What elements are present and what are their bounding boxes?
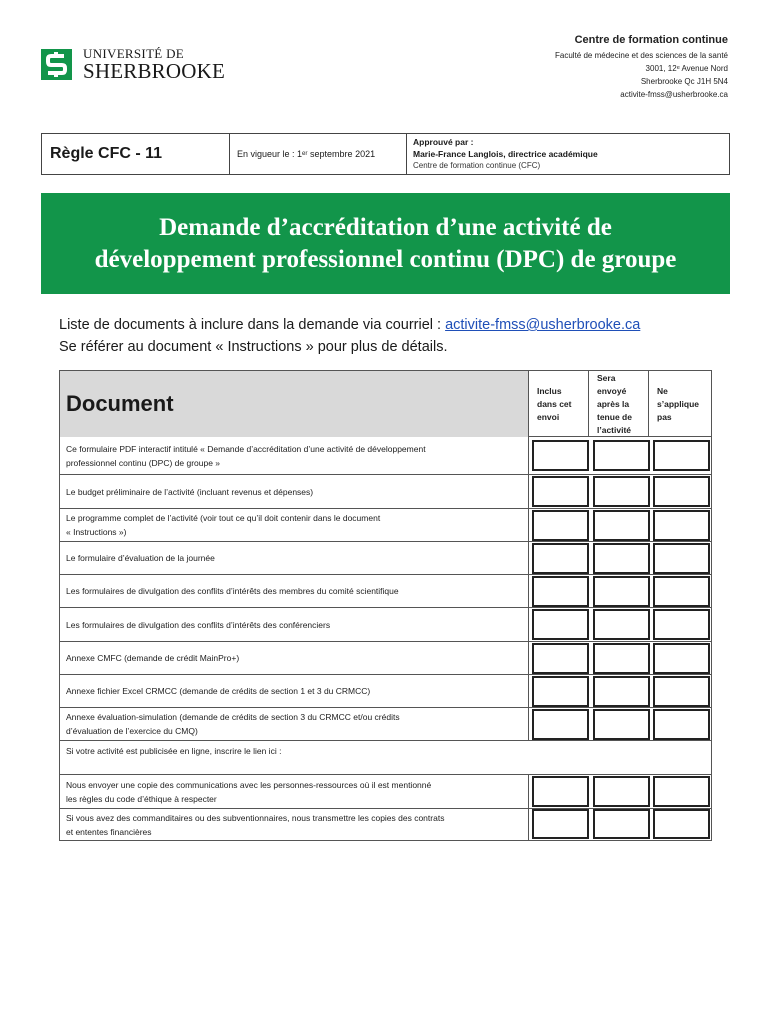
row-label: Le formulaire d’évaluation de la journée — [60, 542, 529, 574]
row-label: Ce formulaire PDF interactif intitulé « Demande d’accréditation d’une activité de développement professionnel continu (DPC) de groupe » — [60, 437, 529, 474]
address-line3: Sherbrooke Qc J1H 5N4 — [640, 77, 728, 86]
table-row — [60, 708, 711, 741]
email-link[interactable]: activite-fmss@usherbrooke.ca — [445, 317, 641, 333]
rule-approval — [407, 134, 729, 174]
row-label: Annexe évaluation-simulation (demande de crédits de section 3 du CRMCC et/ou crédits d’évaluation de l’exercice du CMQ) — [60, 708, 529, 740]
checkbox-sent-later[interactable] — [593, 576, 650, 607]
checkbox-not-applicable[interactable] — [653, 643, 710, 674]
checkbox-sent-later[interactable] — [593, 543, 650, 574]
row-label: Les formulaires de divulgation des conflits d’intérêts des conférenciers — [60, 608, 529, 641]
col1-line: envoi — [537, 411, 560, 422]
logo-line2: SHERBROOKE — [83, 59, 226, 83]
checkbox-not-applicable[interactable] — [653, 809, 710, 839]
col2-line: envoyé — [597, 385, 627, 396]
document-table — [59, 370, 712, 841]
logo-line1: UNIVERSITÉ DE — [83, 46, 185, 61]
table-row — [60, 608, 711, 642]
checkbox-included[interactable] — [532, 440, 589, 471]
page-title-line2: développement professionnel continu (DPC) de groupe — [94, 245, 677, 273]
checkbox-not-applicable[interactable] — [653, 776, 710, 807]
approved-unit: Centre de formation continue (CFC) — [413, 161, 541, 170]
checkbox-included[interactable] — [532, 676, 589, 707]
row-label: Si vous avez des commanditaires ou des subventionnaires, nous transmettre les copies des contrats et ententes financières — [60, 809, 529, 840]
address-line2: 3001, 12ᵉ Avenue Nord — [645, 64, 728, 73]
intro-line1-text: Liste de documents à inclure dans la demande via courriel : — [59, 317, 446, 333]
col2-line: Sera — [597, 372, 616, 383]
col3-line: pas — [657, 411, 672, 422]
table-row — [60, 675, 711, 708]
page-title — [95, 212, 677, 276]
checkbox-included[interactable] — [532, 476, 589, 507]
checkbox-not-applicable[interactable] — [653, 676, 710, 707]
table-row-link — [60, 741, 711, 775]
checkbox-not-applicable[interactable] — [653, 576, 710, 607]
logo-wordmark — [83, 47, 225, 82]
checkbox-not-applicable[interactable] — [653, 440, 710, 471]
logo-emblem-icon — [41, 49, 72, 80]
checkbox-sent-later[interactable] — [593, 809, 650, 839]
address-block — [555, 32, 728, 101]
table-row — [60, 809, 711, 840]
checkbox-sent-later[interactable] — [593, 440, 650, 471]
checkbox-not-applicable[interactable] — [653, 476, 710, 507]
approved-label: Approuvé par : — [413, 137, 474, 147]
address-title: Centre de formation continue — [574, 34, 728, 46]
col2-line: l’activité — [597, 424, 632, 435]
intro-line1 — [59, 314, 640, 336]
checkbox-included[interactable] — [532, 576, 589, 607]
col1-line: dans cet — [537, 398, 572, 409]
table-row — [60, 575, 711, 608]
checkbox-included[interactable] — [532, 510, 589, 541]
table-row — [60, 475, 711, 509]
rule-effective-date: En vigueur le : 1ᵉʳ septembre 2021 — [230, 134, 407, 174]
checkbox-not-applicable[interactable] — [653, 543, 710, 574]
column-header-sent-later — [589, 371, 649, 437]
table-row — [60, 437, 711, 475]
row-label: Le budget préliminaire de l’activité (incluant revenus et dépenses) — [60, 475, 529, 508]
address-line1: Faculté de médecine et des sciences de la santé — [555, 51, 728, 60]
col3-line: s’applique — [657, 398, 700, 409]
checkbox-sent-later[interactable] — [593, 643, 650, 674]
checkbox-not-applicable[interactable] — [653, 709, 710, 740]
col1-line: Inclus — [537, 385, 562, 396]
col2-line: après la — [597, 398, 630, 409]
row-label: Annexe CMFC (demande de crédit MainPro+) — [60, 642, 529, 674]
address-email: activite-fmss@usherbrooke.ca — [620, 90, 728, 99]
row-label: Annexe fichier Excel CRMCC (demande de crédits de section 1 et 3 du CRMCC) — [60, 675, 529, 707]
rule-code: Règle CFC - 11 — [42, 134, 230, 174]
checkbox-sent-later[interactable] — [593, 476, 650, 507]
column-header-not-applicable — [649, 371, 711, 437]
checkbox-sent-later[interactable] — [593, 676, 650, 707]
checkbox-included[interactable] — [532, 609, 589, 640]
row-label[interactable]: Si votre activité est publicisée en ligne, inscrire le lien ici : — [66, 746, 282, 756]
checkbox-not-applicable[interactable] — [653, 510, 710, 541]
checkbox-sent-later[interactable] — [593, 776, 650, 807]
checkbox-included[interactable] — [532, 809, 589, 839]
row-label: Les formulaires de divulgation des conflits d’intérêts des membres du comité scientifique — [60, 575, 529, 607]
column-header-included — [529, 371, 589, 437]
rule-header — [41, 133, 730, 175]
checkbox-included[interactable] — [532, 643, 589, 674]
table-row — [60, 775, 711, 809]
table-title: Document — [60, 371, 529, 437]
checkbox-sent-later[interactable] — [593, 609, 650, 640]
col3-line: Ne — [657, 385, 668, 396]
intro-line2: Se référer au document « Instructions » pour plus de détails. — [59, 339, 448, 355]
approved-by: Marie-France Langlois, directrice académique — [413, 149, 598, 159]
table-header — [60, 371, 711, 437]
checkbox-included[interactable] — [532, 776, 589, 807]
checkbox-included[interactable] — [532, 543, 589, 574]
checkbox-not-applicable[interactable] — [653, 609, 710, 640]
checkbox-included[interactable] — [532, 709, 589, 740]
table-row — [60, 642, 711, 675]
title-banner — [41, 193, 730, 294]
row-label: Le programme complet de l’activité (voir tout ce qu’il doit contenir dans le document « Instructions ») — [60, 509, 529, 541]
checkbox-sent-later[interactable] — [593, 709, 650, 740]
col2-line: tenue de — [597, 411, 632, 422]
intro-text — [59, 314, 640, 358]
page-title-line1: Demande d’accréditation d’une activité de — [159, 213, 612, 241]
table-row — [60, 509, 711, 542]
checkbox-sent-later[interactable] — [593, 510, 650, 541]
table-row — [60, 542, 711, 575]
row-label: Nous envoyer une copie des communications avec les personnes-ressources où il est mentionné les règles du code d’éthique à respecter — [60, 775, 529, 808]
university-logo — [41, 47, 225, 82]
